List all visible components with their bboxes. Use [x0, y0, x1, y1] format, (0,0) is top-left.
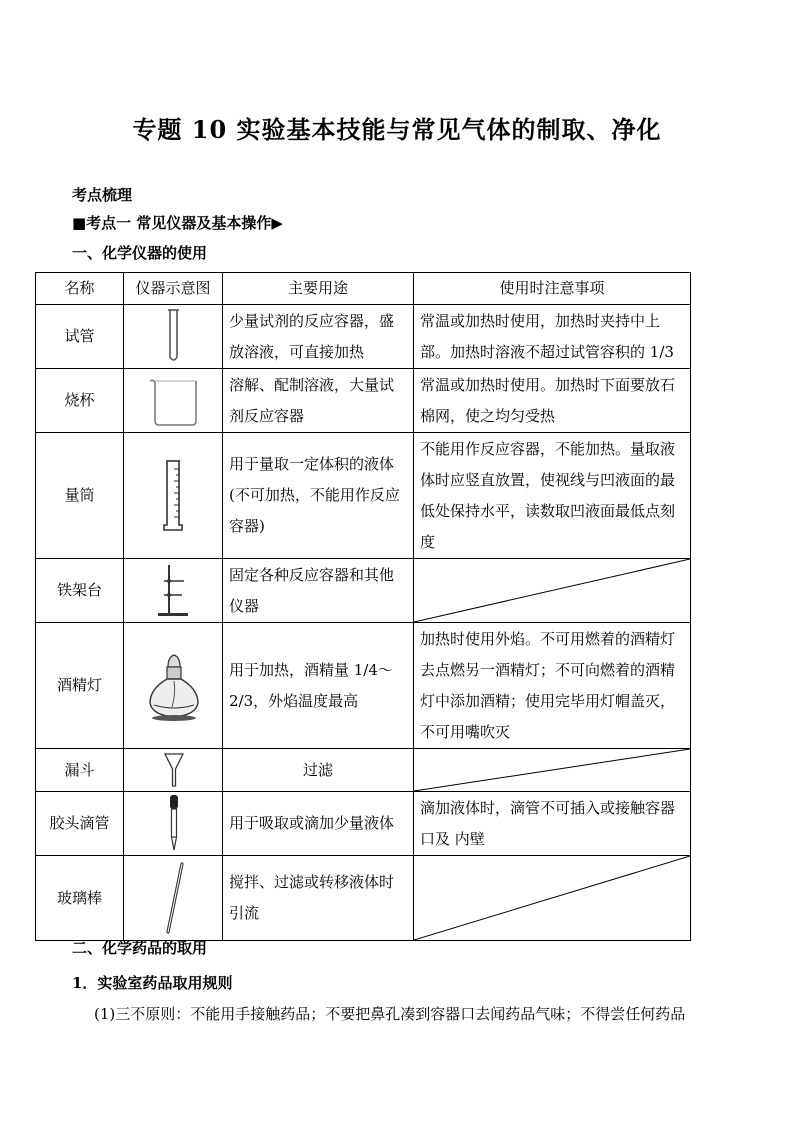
instrument-use: 用于加热，酒精量 1/4～2/3，外焰温度最高 — [223, 623, 414, 749]
instrument-use: 溶解、配制溶液，大量试剂反应容器 — [223, 369, 414, 433]
empty-note-cell — [414, 559, 691, 623]
instrument-use: 过滤 — [223, 749, 414, 792]
instrument-note: 常温或加热时使用，加热时夹持中上部。加热时溶液不超过试管容积的 1/3 — [414, 305, 691, 369]
instrument-name: 量筒 — [36, 433, 124, 559]
alcohol-lamp-icon — [124, 623, 223, 749]
heading-handling-rules: 1．实验室药品取用规则 — [72, 974, 233, 992]
funnel-icon — [124, 749, 223, 792]
instrument-table — [35, 272, 691, 941]
instrument-name: 铁架台 — [36, 559, 124, 623]
dropper-icon — [124, 792, 223, 856]
header-name: 名称 — [36, 273, 124, 305]
beaker-icon — [124, 369, 223, 433]
empty-note-cell — [414, 749, 691, 792]
instrument-use: 用于吸取或滴加少量液体 — [223, 792, 414, 856]
iron-stand-icon — [124, 559, 223, 623]
instrument-use: 搅拌、过滤或转移液体时引流 — [223, 856, 414, 941]
section-heading: 考点梳理 — [72, 186, 133, 204]
test-tube-icon — [124, 305, 223, 369]
table-row — [36, 559, 691, 623]
header-use: 主要用途 — [223, 273, 414, 305]
heading-chemical-handling: 二、化学药品的取用 — [72, 939, 208, 957]
table-row — [36, 369, 691, 433]
table-row — [36, 433, 691, 559]
instrument-name: 胶头滴管 — [36, 792, 124, 856]
instrument-name: 烧杯 — [36, 369, 124, 433]
glass-rod-icon — [124, 856, 223, 941]
instrument-name: 酒精灯 — [36, 623, 124, 749]
heading-instrument-usage: 一、化学仪器的使用 — [72, 244, 208, 262]
table-row — [36, 856, 691, 941]
instrument-note: 常温或加热时使用。加热时下面要放石棉网，使之均匀受热 — [414, 369, 691, 433]
instrument-name: 试管 — [36, 305, 124, 369]
graduated-cylinder-icon — [124, 433, 223, 559]
page-title: 专题 10 实验基本技能与常见气体的制取、净化 — [132, 115, 662, 144]
instrument-name: 玻璃棒 — [36, 856, 124, 941]
empty-note-cell — [414, 856, 691, 941]
instrument-use: 固定各种反应容器和其他仪器 — [223, 559, 414, 623]
instrument-use: 用于量取一定体积的液体(不可加热，不能用作反应容器) — [223, 433, 414, 559]
table-row — [36, 305, 691, 369]
point-heading: ■考点一 常见仪器及基本操作▶ — [72, 214, 283, 232]
table-row — [36, 749, 691, 792]
instrument-note: 加热时使用外焰。不可用燃着的酒精灯去点燃另一酒精灯；不可向燃着的酒精灯中添加酒精；使用完毕用灯帽盖灭，不可用嘴吹灭 — [414, 623, 691, 749]
header-diagram: 仪器示意图 — [124, 273, 223, 305]
table-row — [36, 623, 691, 749]
instrument-use: 少量试剂的反应容器，盛放溶液，可直接加热 — [223, 305, 414, 369]
instrument-note: 滴加液体时，滴管不可插入或接触容器口及 内壁 — [414, 792, 691, 856]
instrument-name: 漏斗 — [36, 749, 124, 792]
instrument-note: 不能用作反应容器，不能加热。量取液体时应竖直放置，使视线与凹液面的最低处保持水平，读数取凹液面最低点刻度 — [414, 433, 691, 559]
rule-paragraph: (1)三不原则：不能用手接触药品；不要把鼻孔凑到容器口去闻药品气味；不得尝任何药品 — [94, 1005, 686, 1023]
header-notes: 使用时注意事项 — [414, 273, 691, 305]
table-row — [36, 792, 691, 856]
table-header-row — [36, 273, 691, 305]
